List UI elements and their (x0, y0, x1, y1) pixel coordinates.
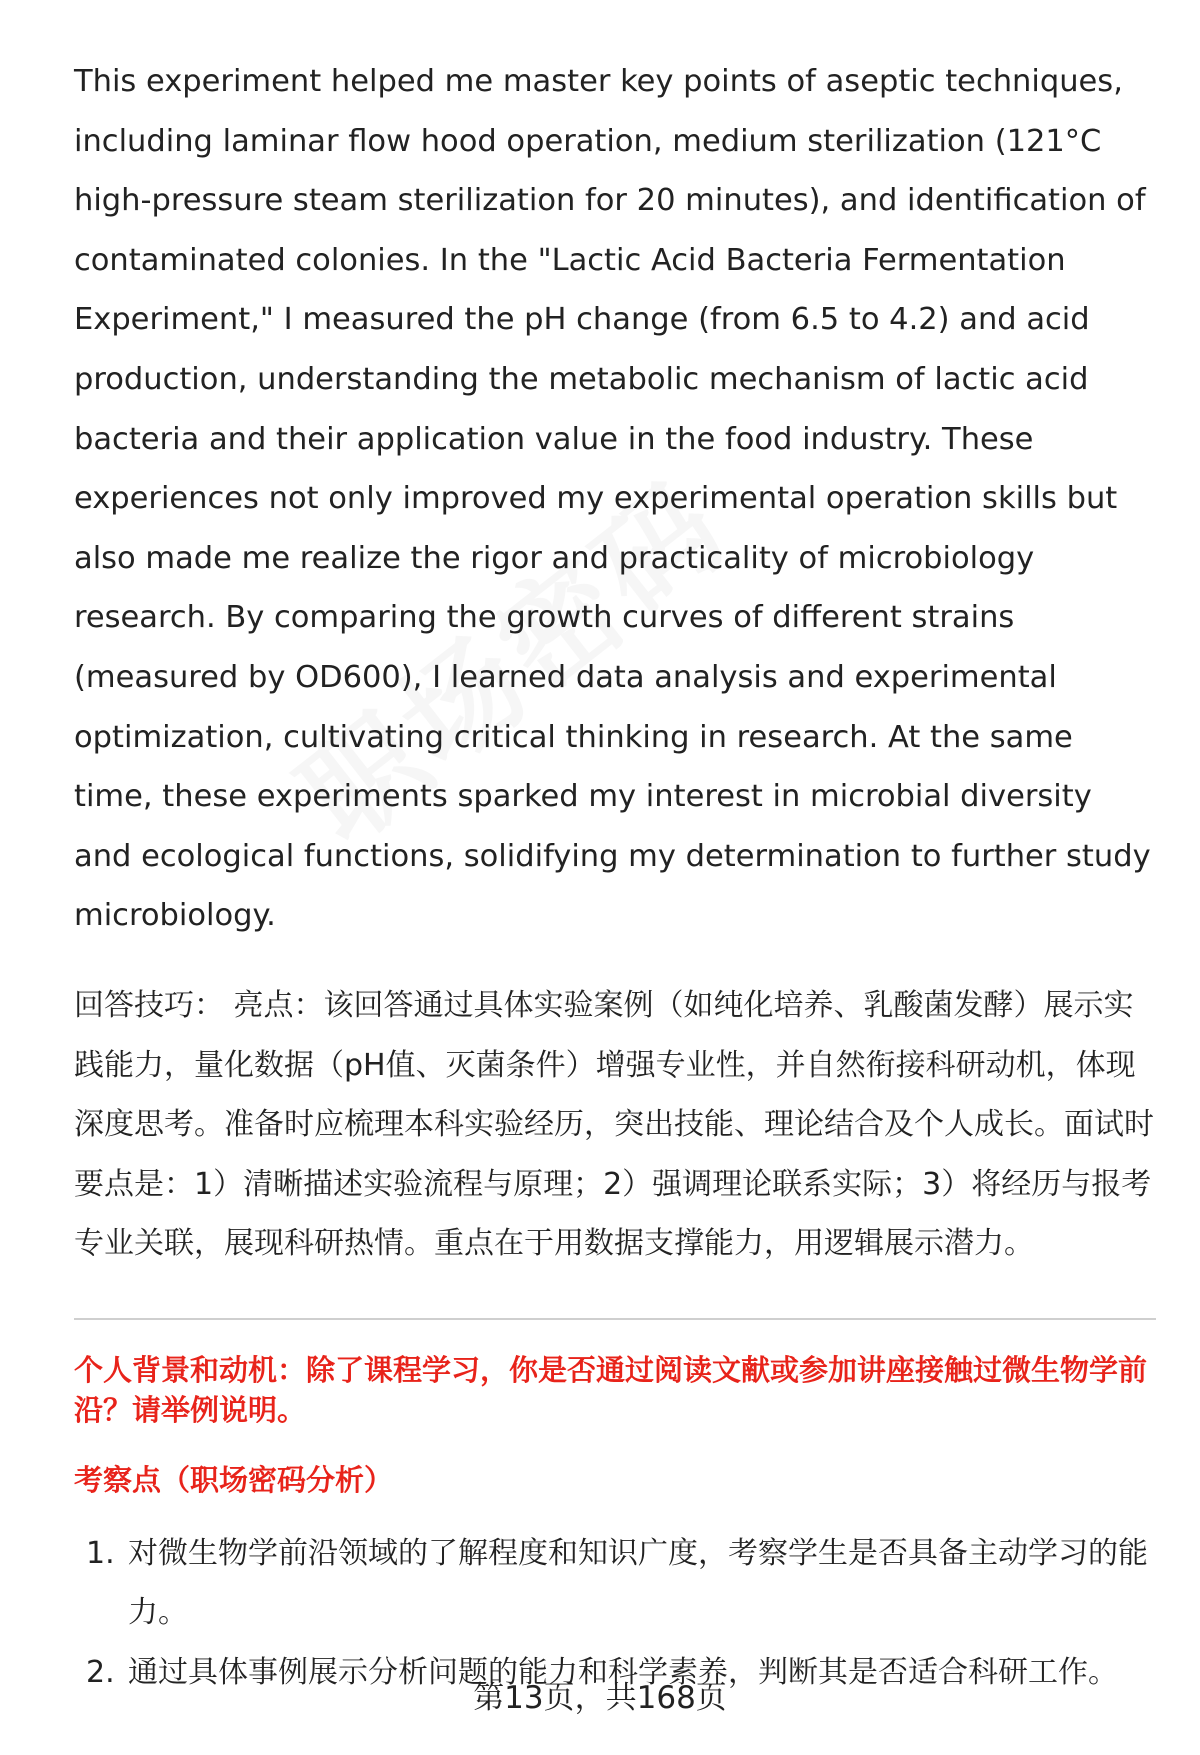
list-item-text: 通过具体事例展示分析问题的能力和科学素养，判断其是否适合科研工作。 (128, 1655, 1118, 1691)
list-item-number: 2. (86, 1655, 115, 1691)
page-content (74, 52, 1156, 1703)
answer-tips-paragraph: 回答技巧： 亮点：该回答通过具体实验案例（如纯化培养、乳酸菌发酵）展示实践能力，量化数据（pH值、灭菌条件）增强专业性，并自然衔接科研动机，体现深度思考。准备时应梳理本科实验经历，突出技能、理论结合及个人成长。面试时要点是：1）清晰描述实验流程与原理；2）强调理论联系实际；3）将经历与报考专业关联，展现科研热情。重点在于用数据支撑能力，用逻辑展示潜力。 (74, 987, 1154, 1262)
section-divider (74, 1318, 1156, 1320)
analysis-title: 考察点（职场密码分析） (74, 1462, 394, 1497)
answer-paragraph: This experiment helped me master key points of aseptic techniques, including laminar flow hood operation, medium sterilization (121°C high-pressure steam sterilization for 20 minutes), and identification of contaminated colonies. In the "Lactic Acid Bacteria Fermentation Experiment," I measured the pH change (from 6.5 to 4.2) and acid production, understanding the metabolic mechanism of lactic acid bacteria and their application value in the food industry. These experiences not only improved my experimental operation skills but also made me realize the rigor and practicality of microbiology research. By comparing the growth curves of different strains (measured by OD600), I learned data analysis and experimental optimization, cultivating critical thinking in research. At the same time, these experiments sparked my interest in microbial diversity and ecological functions, solidifying my determination to further study microbiology. (74, 64, 1151, 934)
question-heading: 个人背景和动机：除了课程学习，你是否通过阅读文献或参加讲座接触过微生物学前沿？请举例说明。 (74, 1352, 1148, 1427)
list-item-text: 对微生物学前沿领域的了解程度和知识广度，考察学生是否具备主动学习的能力。 (128, 1535, 1148, 1631)
list-item-number: 1. (86, 1535, 115, 1571)
list-item (74, 1524, 1156, 1643)
page-number-footer: 第13页，共168页 (473, 1680, 727, 1716)
